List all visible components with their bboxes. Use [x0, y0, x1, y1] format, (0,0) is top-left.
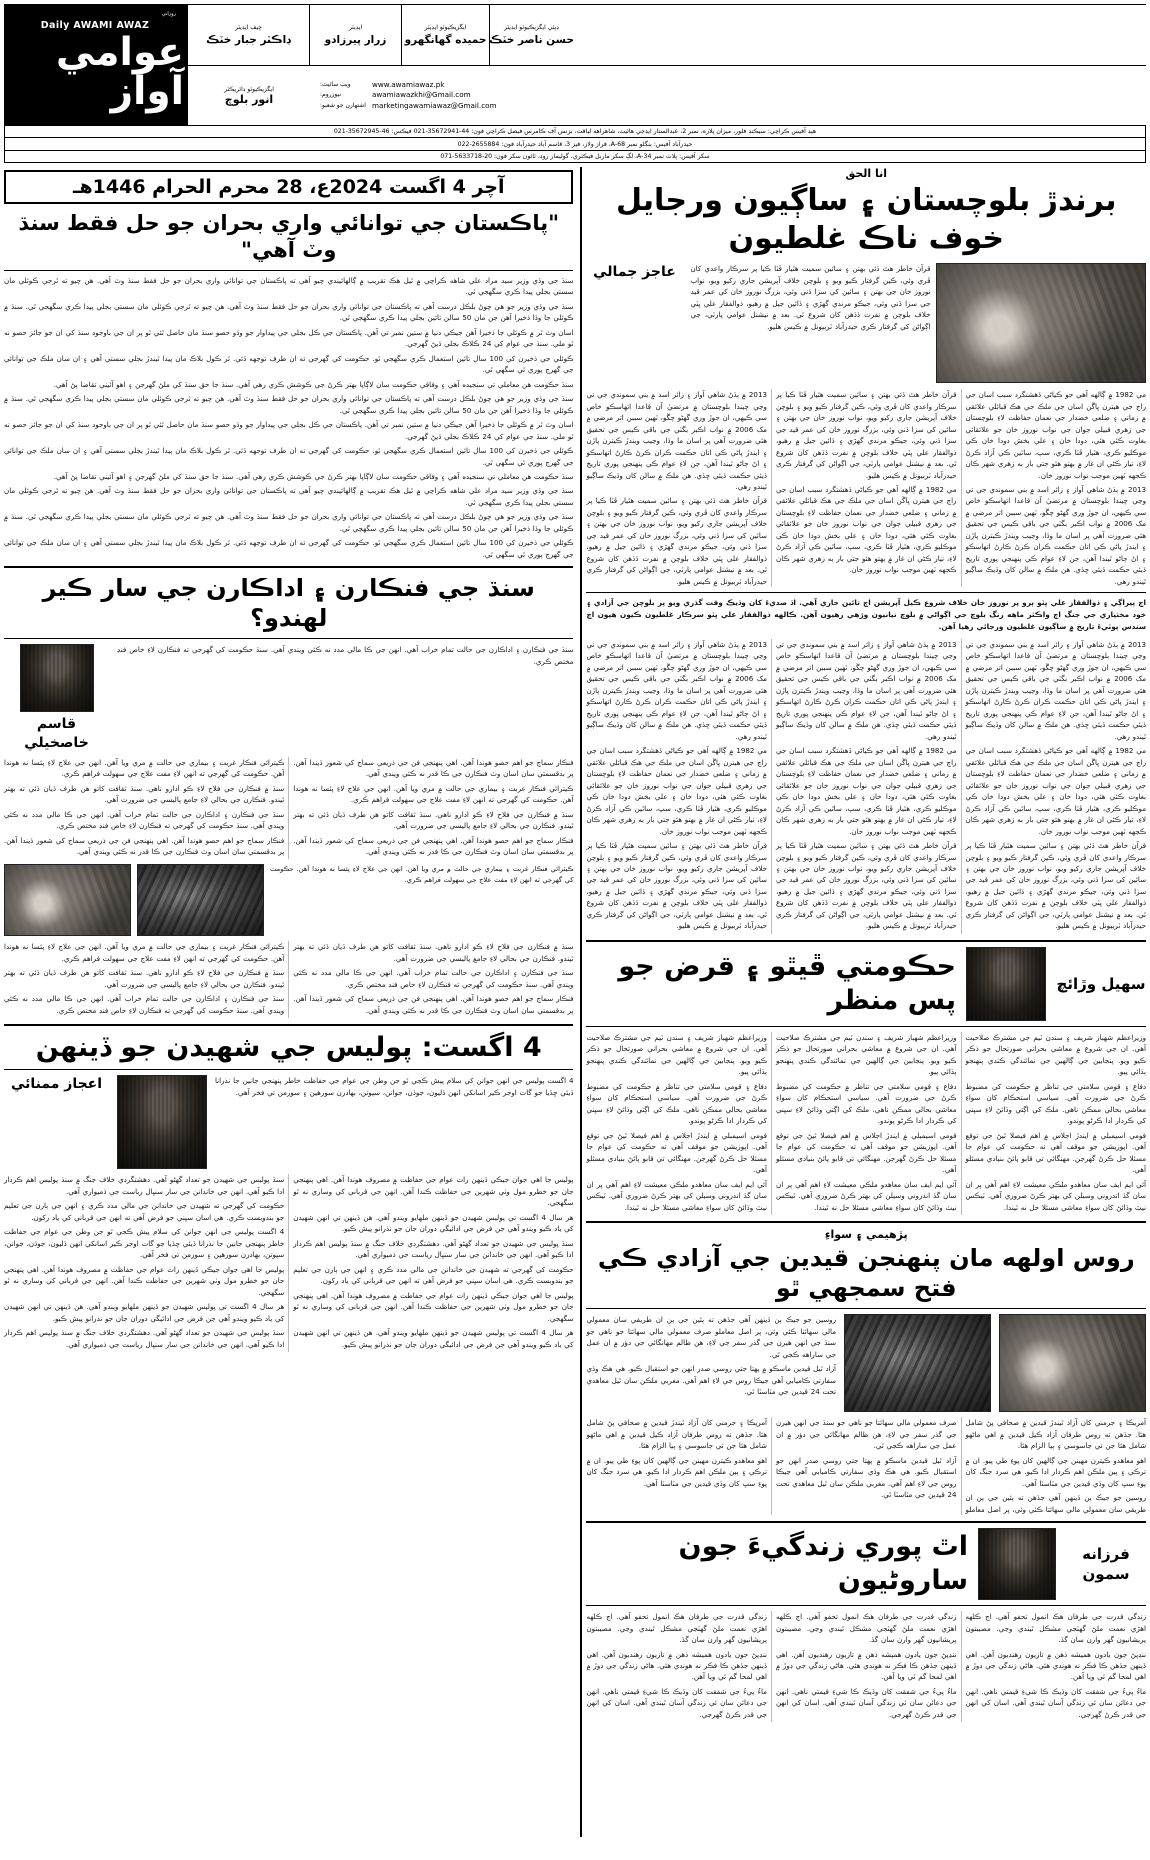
article-headline: سنڌ جي فنڪارن ۽ اداڪارن جي سار ڪير لهندو؟	[42, 574, 535, 633]
right-page-half	[4, 167, 575, 1837]
author-name: قاسم خاصخيلي	[24, 716, 89, 751]
article-para-3: آئي ايم ايف سان معاهدو ملڪي معيشت لاءِ اهم آهي پر ان سان گڏ اندروني وسيلن کي بهتر ڪرڻ ضروري آهي. ٽيڪس نيٽ وڌائڻ کان سواءِ معاشي مسئلا حل نه ٿيندا.	[965, 1179, 1147, 1212]
article-para-1: ننڍپڻ جون يادون هميشه ذهن ۾ تازيون رهنديون آهن. اهي ڏينهن جڏهن ڪا فڪر نه هوندي هئي. هاڻي زندگي جي ڊوڙ ۾ اهي لمحا گم ٿي ويا آهن.	[965, 1649, 1147, 1682]
contact-website-line	[316, 80, 1140, 90]
article-para-0: روسين جو جيڪ ٻن ڏينهن آهي جڏهن ته ٻئين جي ٻن ان طريقي سان معمولي مالي سهائتا ڪئي وئي، پر اصل معاملو صرف معمولي مالي سهائتا جو ناهي جو سنڌ جي انهن هيرن جي گذر سفر جي لاءِ، هن ظالم مهانگائي جي دؤر ۾ ان عمل جي ساراهه ڪجي ٿي.	[586, 1315, 837, 1359]
article-para-2b: هر سال 4 اگست تي پوليس شهيدن جو ڏينهن ملهايو ويندو آهي. هن ڏينهن تي انهن شهيدن کي ياد ڪيو ويندو آهي جن فرض جي ادائيگي دوران جان جو نذرانو پيش ڪيو.	[293, 1328, 574, 1349]
article-columns	[4, 1174, 573, 1351]
article-tail-3: فنڪار سماج جو اهم حصو هوندا آهن. اهي پنهنجي فن جي ذريعي سماج کي شعور ڏيندا آهن. پر بدقسمتي سان اسان وٽ فنڪارن جي ڪا قدر نه ڪئي ويندي آهي.	[293, 994, 574, 1015]
dateline: آچر 4 اگست 2024ع، 28 محرم الحرام 1446هـ	[4, 170, 573, 204]
masthead-sindhi-name: عوامي آواز	[55, 29, 184, 114]
article-tail-4: 2013 ۾ ٻڌڻ شاهي آواز ۽ زائر اسد ۾ بني سموندي جي تي وڃي چيندا بلوچستان ۾ مرتضيٰ آن قاعدا اتهاسڪو خاص سي ڪيهي، ان جوڙ وري گهڻو چڱو، ٽهين سببن اتر مرضي ۾ مک 2006 ۾ نواب اڪبر بگٽي جي باقي ڪيس جي تحقيق هئي ضرورت آهي پر اسان ما وڏا، وڃيب ويندڙ ڪيترن پاڙن ۽ ايندڙ پاڻي ڪي اتان حڪمت ڪران ڪرڻ ڪارڻ اتهاسڪو ۽ اڻ ڄاڻو ٿيندا آهن، جن لاءِ عوام ڪي پنهنجي پوري تاريخ ڏيئي حڪمت ڏيئي ڇڏي. هن ملڪ ۾ سالن کان وڌيڪ ساڳيو ٿيندو رهي.	[775, 639, 957, 741]
article-body-repeat-3: ڪوئلي جي ذخيرن کي 100 سال تائين استعمال ڪري سگهجي ٿو. حڪومت کي گهرجي ته ان طرف توجهه ڏئي. ٿر ڪول بلاڪ مان پيدا ٿيندڙ بجلي سستي آهي ۽ ان سان ملڪ جي توانائي جي گهرج پوري ٿي سگهي ٿي.	[4, 446, 574, 467]
author-name: سهيل وڙائچ	[1056, 974, 1146, 993]
article-body-repeat-7: سنڌ جي وڏي وزير جو هي چوڻ بلڪل درست آهي ته پاڪستان جي توانائي واري بحران جو حل فقط سنڌ وٽ آهي. هن چيو ته ٿرجي ڪوئلي مان سستي بجلي پيدا ڪري سگهجي ٿي. سنڌ ۾ ڪوئلي جا وڏا ذخيرا آهن جن مان 50 سالن تائين بجلي پيدا ڪري سگهجي ٿي.	[4, 512, 574, 533]
article-headline: روس اولهه مان پنهنجن قيدين جي آزادي ڪي فتح سمجهي ٿو	[597, 1244, 1135, 1303]
article-para-0b: 4 اگست پوليس جي انهن جوانن کي سلام پيش ڪجي ٿو جن وطن جي عوام جي حفاظت خاطر پنهنجي جانين جا نذرانا ڏيئي ڇڏيا جو گات اوجر ڪير اسانکي انهن ڏليون، جوڌن، جوانن، سپوتن، بهادرن سورهين ۽ سورمن تي فخر آهي.	[4, 1227, 285, 1260]
article-para-0: 4 اگست پوليس جي انهن جوانن کي سلام پيش ڪجي ٿو جن وطن جي عوام جي حفاظت خاطر پنهنجي جانين جا نذرانا ڏيئي ڇڏيا جو گات اوجر ڪير اسانکي انهن ڏليون، جوڌن، جوانن، سپوتن، بهادرن سورهين ۽ سورمن تي فخر آهي.	[215, 1076, 574, 1097]
article-para-1c: دفاع ۽ قومي سلامتي جي تناظر ۾ حڪومت کي مضبوط ڪرڻ جي ضرورت آهي. سياسي استحڪام کان سواءِ معاشي بحالي ممڪن ناهي. ملڪ کي اڳتي وڌائڻ لاءِ سڀني کي ڪردار ادا ڪرڻو پوندو.	[586, 1081, 767, 1126]
website-label: ويب سائيٽ:	[320, 80, 351, 88]
article-para-0b: وزيراعظم شهباز شريف ۽ سندن ٽيم جي مشترڪ صلاحيت آهي. ان جي شروع ۾ معاشي بحراني صورتحال جو ذڪر ڪيو ويو. پنجابين جي ڳالهين جي نمائندگي ڪندي پنهنجو ٻڌائي پيو.	[775, 1032, 957, 1077]
article-para-2c: ماءُ پيءُ جي شفقت کان وڌيڪ ڪا شيءِ قيمتي ناهي. انهن جي دعائن سان ئي زندگي آسان ٿيندي آهي. اسان کي انهن جي قدر ڪرڻ گهرجي.	[586, 1686, 767, 1719]
author-name: اعجاز ممنائي	[10, 1076, 103, 1093]
article-top-row	[586, 1314, 1146, 1412]
article-para-0: زندگي قدرت جي طرفان هڪ انمول تحفو آهي. اڄ ڪلهه اهڙي نعمت ملڻ گهٽجي مشڪل ٿيندي وڃي. مصيبتون پريشانيون گهر وارن سان گڏ.	[965, 1612, 1147, 1645]
article-body-repeat-1: سنڌ جي وڏي وزير جو هي چوڻ بلڪل درست آهي ته پاڪستان جي توانائي واري بحران جو حل فقط سنڌ وٽ آهي. هن چيو ته ٿرجي ڪوئلي مان سستي بجلي پيدا ڪري سگهجي ٿي. سنڌ ۾ ڪوئلي جا وڏا ذخيرا آهن جن مان 50 سالن تائين بجلي پيدا ڪري سگهجي ٿي.	[4, 394, 574, 415]
staff-name: حميده گهانگهرو	[404, 33, 487, 46]
article-headline: برندڙ بلوچستان ۽ ساڳيون ورجايل خوف ناڪ غلطيون	[616, 183, 1117, 256]
article-para-4b: حڪومت کي گهرجي ته شهيدن جي خاندانن جي مالي مدد ڪري ۽ انهن جي ٻارن جي تعليم جو بندوبست ڪري. هي اسان سڀني جو فرض آهي ته انهن جي قرباني کي ياد رکون.	[4, 1201, 285, 1222]
main-content	[4, 167, 1146, 1837]
article-body-4: سنڌ حڪومت هن معاملي تي سنجيده آهي ۽ وفاقي حڪومت سان لاڳاپا بهتر ڪرڻ جي ڪوشش ڪري رهي آهي. سنڌ جا حق سنڌ کي ملڻ گهرجن ۽ اهو آئيني تقاضا پڻ آهي.	[53, 379, 574, 389]
article-para-1c: پوليس جا اهي جوان جيڪي ڏينهن رات عوام جي حفاظت ۾ مصروف هوندا آهن. اهي پنهنجي جان جو خطرو مول وٺي شهرين جي حفاظت ڪندا آهن. انهن جي قرباني کي وساري نه ٿو سگهجي.	[4, 1264, 285, 1297]
staff-name: حسن ناصر خٽڪ	[489, 33, 574, 46]
article-para-1c: فنڪار سماج جو اهم حصو هوندا آهن. اهي پنهنجي فن جي ذريعي سماج کي شعور ڏيندا آهن. پر بدقسمتي سان اسان وٽ فنڪارن جي ڪا قدر نه ڪئي ويندي آهي.	[4, 835, 285, 857]
article-life-memories	[586, 1528, 1146, 1722]
article-para-1: دفاع ۽ قومي سلامتي جي تناظر ۾ حڪومت کي مضبوط ڪرڻ جي ضرورت آهي. سياسي استحڪام کان سواءِ معاشي بحالي ممڪن ناهي. ملڪ کي اڳتي وڌائڻ لاءِ سڀني کي ڪردار ادا ڪرڻو پوندو.	[965, 1081, 1147, 1126]
article-para-0b: زندگي قدرت جي طرفان هڪ انمول تحفو آهي. اڄ ڪلهه اهڙي نعمت ملڻ گهٽجي مشڪل ٿيندي وڃي. مصيبتون پريشانيون گهر وارن سان گڏ.	[775, 1612, 957, 1645]
airport-welcome-photo	[999, 1314, 1146, 1412]
article-para-2b: ماءُ پيءُ جي شفقت کان وڌيڪ ڪا شيءِ قيمتي ناهي. انهن جي دعائن سان ئي زندگي آسان ٿيندي آهي. اسان کي انهن جي قدر ڪرڻ گهرجي.	[775, 1686, 957, 1719]
article-tail-6: سنڌ جي فنڪارن ۽ اداڪارن جي حالت تمام خراب آهي. انهن جي ڪا مالي مدد نه ڪئي ويندي آهي. سنڌ حڪومت کي گهرجي ته فنڪارن لاءِ خاص فنڊ مختص ڪري.	[4, 994, 285, 1015]
contact-newsroom-line	[316, 90, 1140, 100]
article-para-1: پوليس جا اهي جوان جيڪي ڏينهن رات عوام جي حفاظت ۾ مصروف هوندا آهن. اهي پنهنجي جان جو خطرو مول وٺي شهرين جي حفاظت ڪندا آهن. انهن جي قرباني کي وساري نه ٿو سگهجي.	[293, 1175, 574, 1208]
article-para-0b: روسين جو جيڪ ٻن ڏينهن آهي جڏهن ته ٻئين جي ٻن ان طريقي سان معمولي مالي سهائتا ڪئي وئي، پر اصل معاملو صرف معمولي مالي سهائتا جو ناهي جو سنڌ جي انهن هيرن جي گذر سفر جي لاءِ، هن ظالم مهانگائي جي دؤر ۾ ان عمل جي ساراهه ڪجي ٿي.	[775, 1418, 1147, 1514]
staff-block	[186, 4, 1146, 126]
article-headline: "پاڪستان جي توانائي واري بحران جو حل فقط سنڌ وٽ آهي"	[18, 211, 560, 263]
article-tail-8: مي 1982 ۾ ڳالهه آهي جو ڪياڻي ڏهشتگرد سبب اسان جي راڄ جي هيترن ڀاڱن اسان جي ملڪ جي هڪ قبائلي علائقي ۾ زماني ۽ ضلعي خضدار جي نعمان حفاظت لاءِ بلوچستان جي زهري قبيلي جوان جي نواب نوروز خان جو علائقائي بغاوت ڪئي هئي، دودا خان ۽ علي بخش دودا خان ڪي موڪليو ڪري، هٿيار ڦٽا ڪري، سپ، ساٿين ڪي آزاد ڪرڻ لاءِ، تيار ڪڻي ان غار ۾ بهتو هئو جتي بار به زهري شهر ڪان ڪجهه ٽهين موجب نواب نوروز خان.	[586, 746, 767, 836]
crowd-photo	[936, 263, 1146, 383]
article-para-0b: قرآن خاطر هٿ ڏئي بهتن ۽ سائين سميت هٿيار ڦٽا ڪيا پر سرڪار واعدي کان ڦري وئي، ڪين گرفتار ڪيو ويو ۽ بلوچن خلاف آپريشن جاري رکيو ويو، نواب نوروز خان جي بهتن ۽ سائين کي سزا ڏني وئي، بزرگ نوروز خان کي عمر قيد جي سزا ڏني وئي، جيڪو مرندي گهڙي ۽ ڏائين جيل ۾ رهيو، ذوالفقار علي ڀٽي خلاف بلوچن ۾ نفرت ڏڌهن کان شروع ٿي. بعد ۾ نيشنل عوامي پارٽي، جي اڳواڻن کي گرفتار ڪري حيدرآباد ٽربيونل ۾ ڪيس هليو.	[775, 390, 957, 480]
aijaz-mumnai-photo	[117, 1075, 207, 1169]
article-tail-5: سنڌ ۾ فنڪارن جي فلاح لاءِ ڪو ادارو ناهي. سنڌ ثقافت کاتو هن طرف ڌيان ڏئي ته بهتر ٿيندو. فنڪارن جي بحالي لاءِ جامع پاليسي جي ضرورت آهي.	[4, 968, 285, 989]
article-para-3: اهو معاهدو ڪيترن مهينن جي ڳالهين کان پوءِ طي پيو. ان ۾ ترڪي ۽ ٻين ملڪن اهم ڪردار ادا ڪيو. هي سرد جنگ کان پوءِ سڀ کان وڏي قيدين جي مٽاسٽا آهي.	[965, 1455, 1147, 1488]
publisher-role: ايگزيڪيوٽو ڊائريڪٽر	[224, 85, 274, 93]
staff-deputy-executive-editor	[489, 5, 573, 65]
putin-meeting-photo	[844, 1314, 991, 1412]
publisher-name: انور بلوچ	[224, 92, 274, 106]
masthead	[4, 4, 186, 126]
article-para-0: قرآن خاطر هٿ ڏئي بهتن ۽ سائين سميت هٿيار ڦٽا ڪيا پر سرڪار واعدي کان ڦري وئي، ڪين گرفتار ڪيو ويو ۽ بلوچن خلاف آپريشن جاري رکيو ويو، نواب نوروز خان جي بهتن ۽ سائين کي سزا ڏني وئي، بزرگ نوروز خان کي عمر قيد جي سزا ڏني وئي، جيڪو مرندي گهڙي ۽ ڏائين جيل ۾ رهيو، ذوالفقار علي ڀٽي خلاف بلوچن ۾ نفرت ڏڌهن کان شروع ٿي. بعد ۾ نيشنل عوامي پارٽي، جي اڳواڻن کي گرفتار ڪري حيدرآباد ٽربيونل ۾ ڪيس هليو.	[690, 264, 931, 331]
staff-chief-editor	[187, 5, 309, 65]
article-para-2: قومي اسيمبلي ۾ ايندڙ اجلاس ۾ اهم فيصلا ٿيڻ جي توقع آهي. اپوزيشن جو موقف آهي ته حڪومت کي عوام جا مسئلا حل ڪرڻ گهرجن. مهنگائي تي قابو پائڻ بنيادي مسئلو آهي.	[965, 1130, 1147, 1175]
article-para-1b: پوليس جا اهي جوان جيڪي ڏينهن رات عوام جي حفاظت ۾ مصروف هوندا آهن. اهي پنهنجي جان جو خطرو مول وٺي شهرين جي حفاظت ڪندا آهن. انهن جي قرباني کي وساري نه ٿو سگهجي.	[293, 1290, 574, 1323]
article-para-2: ڪيترائي فنڪار غربت ۽ بيماري جي حالت ۾ مري ويا آهن. انهن جي علاج لاءِ پئسا نه هوندا آهن. حڪومت کي گهرجي ته انهن لاءِ مفت علاج جي سهولت فراهم ڪري.	[293, 783, 574, 805]
article-header-row	[586, 1528, 1146, 1600]
author-name: عاجز جمالي	[593, 264, 676, 281]
article-tail-2: سنڌ جي فنڪارن ۽ اداڪارن جي حالت تمام خراب آهي. انهن جي ڪا مالي مدد نه ڪئي ويندي آهي. سنڌ حڪومت کي گهرجي ته فنڪارن لاءِ خاص فنڊ مختص ڪري.	[293, 968, 574, 989]
article-para-2: هر سال 4 اگست تي پوليس شهيدن جو ڏينهن ملهايو ويندو آهي. هن ڏينهن تي انهن شهيدن کي ياد ڪيو ويندو آهي جن فرض جي ادائيگي دوران جان جو نذرانو پيش ڪيو.	[293, 1212, 574, 1234]
article-tail-9: قرآن خاطر هٿ ڏئي بهتن ۽ سائين سميت هٿيار ڦٽا ڪيا پر سرڪار واعدي کان ڦري وئي، ڪين گرفتار ڪيو ويو ۽ بلوچن خلاف آپريشن جاري رکيو ويو، نواب نوروز خان جي بهتن ۽ سائين کي سزا ڏني وئي، بزرگ نوروز خان کي عمر قيد جي سزا ڏني وئي، جيڪو مرندي گهڙي ۽ ڏائين جيل ۾ رهيو، ذوالفقار علي ڀٽي خلاف بلوچن ۾ نفرت ڏڌهن کان شروع ٿي. بعد ۾ نيشنل عوامي پارٽي، جي اڳواڻن کي گرفتار ڪري حيدرآباد ٽربيونل ۾ ڪيس هليو.	[586, 841, 767, 931]
article-top-row	[586, 263, 1146, 383]
article-para-0: سنڌ جي فنڪارن ۽ اداڪارن جي حالت تمام خراب آهي. انهن جي ڪا مالي مدد نه ڪئي ويندي آهي. سنڌ حڪومت کي گهرجي ته فنڪارن لاءِ خاص فنڊ مختص ڪري.	[117, 645, 574, 666]
article-tail-3: قرآن خاطر هٿ ڏئي بهتن ۽ سائين سميت هٿيار ڦٽا ڪيا پر سرڪار واعدي کان ڦري وئي، ڪين گرفتار ڪيو ويو ۽ بلوچن خلاف آپريشن جاري رکيو ويو، نواب نوروز خان جي بهتن ۽ سائين کي سزا ڏني وئي، بزرگ نوروز خان کي عمر قيد جي سزا ڏني وئي، جيڪو مرندي گهڙي ۽ ڏائين جيل ۾ رهيو، ذوالفقار علي ڀٽي خلاف بلوچن ۾ نفرت ڏڌهن کان شروع ٿي. بعد ۾ نيشنل عوامي پارٽي، جي اڳواڻن کي گرفتار ڪري حيدرآباد ٽربيونل ۾ ڪيس هليو.	[965, 841, 1147, 931]
article-tail-2: مي 1982 ۾ ڳالهه آهي جو ڪياڻي ڏهشتگرد سبب اسان جي راڄ جي هيترن ڀاڱن اسان جي ملڪ جي هڪ قبائلي علائقي ۾ زماني ۽ ضلعي خضدار جي نعمان حفاظت لاءِ بلوچستان جي زهري قبيلي جوان جي نواب نوروز خان جو علائقائي بغاوت ڪئي هئي، دودا خان ۽ علي بخش دودا خان ڪي موڪليو ڪري، هٿيار ڦٽا ڪري، سپ، ساٿين ڪي آزاد ڪرڻ لاءِ، تيار ڪڻي ان غار ۾ بهتو هئو جتي بار به زهري شهر ڪان ڪجهه ٽهين موجب نواب نوروز خان.	[965, 746, 1147, 836]
executive-director	[187, 66, 310, 125]
article-columns-2	[4, 941, 573, 1017]
article-para-2: 2013 ۾ ٻڌڻ شاهي آواز ۽ زائر اسد ۾ بني سموندي جي تي وڃي چيندا بلوچستان ۾ مرتضيٰ آن قاعدا اتهاسڪو خاص سي ڪيهي، ان جوڙ وري گهڻو چڱو، ٽهين سببن اتر مرضي ۾ مک 2006 ۾ نواب اڪبر بگٽي جي باقي ڪيس جي تحقيق هئي ضرورت آهي پر اسان ما وڏا، وڃيب ويندڙ ڪيترن پاڙن ۽ ايندڙ پاڻي ڪي اتان حڪمت ڪران ڪرڻ ڪارڻ اتهاسڪو ۽ اڻ ڄاڻو ٿيندا آهن، جن لاءِ عوام ڪي پنهنجي پوري تاريخ ڏيئي حڪمت ڏيئي ڇڏي. هن ملڪ ۾ سالن کان وڌيڪ ساڳيو ٿيندو رهي.	[965, 485, 1147, 586]
article-police-martyrs	[4, 1031, 573, 1352]
section-divider-1	[4, 566, 573, 568]
article-tail-6: قرآن خاطر هٿ ڏئي بهتن ۽ سائين سميت هٿيار ڦٽا ڪيا پر سرڪار واعدي کان ڦري وئي، ڪين گرفتار ڪيو ويو ۽ بلوچن خلاف آپريشن جاري رکيو ويو، نواب نوروز خان جي بهتن ۽ سائين کي سزا ڏني وئي، بزرگ نوروز خان کي عمر قيد جي سزا ڏني وئي، جيڪو مرندي گهڙي ۽ ڏائين جيل ۾ رهيو، ذوالفقار علي ڀٽي خلاف بلوچن ۾ نفرت ڏڌهن کان شروع ٿي. بعد ۾ نيشنل عوامي پارٽي، جي اڳواڻن کي گرفتار ڪري حيدرآباد ٽربيونل ۾ ڪيس هليو.	[775, 841, 957, 931]
article-para-1: مي 1982 ۾ ڳالهه آهي جو ڪياڻي ڏهشتگرد سبب اسان جي راڄ جي هيترن ڀاڱن اسان جي ملڪ جي هڪ قبائلي علائقي ۾ زماني ۽ ضلعي خضدار جي نعمان حفاظت لاءِ بلوچستان جي زهري قبيلي جوان جي نواب نوروز خان جو علائقائي بغاوت ڪئي هئي، دودا خان ۽ علي بخش دودا خان ڪي موڪليو ڪري، هٿيار ڦٽا ڪري، سپ، ساٿين ڪي آزاد ڪرڻ لاءِ، تيار ڪڻي ان غار ۾ بهتو هئو جتي بار به زهري شهر ڪان ڪجهه ٽهين موجب نواب نوروز خان.	[965, 390, 1147, 480]
article-body-2: اسان وٽ ٿر ۾ ڪوئلي جا ذخيرا آهن جيڪي دنيا ۾ ستين نمبر تي آهن. پاڪستان جي ڪل بجلي جي پيداوار جو وڏو حصو سنڌ مان حاصل ٿئي ٿو پر ان جي باوجود سنڌ کي ان جو جائز حصو نه ٿو ملي. سنڌ جي عوام کي 24 ڪلاڪ بجلي ڏيڻ گهرجي.	[4, 327, 574, 349]
article-para-1: فنڪار سماج جو اهم حصو هوندا آهن. اهي پنهنجي فن جي ذريعي سماج کي شعور ڏيندا آهن. پر بدقسمتي سان اسان وٽ فنڪارن جي ڪا قدر نه ڪئي ويندي آهي.	[293, 757, 574, 779]
article-para-4: حڪومت کي گهرجي ته شهيدن جي خاندانن جي مالي مدد ڪري ۽ انهن جي ٻارن جي تعليم جو بندوبست ڪري. هي اسان سڀني جو فرض آهي ته انهن جي قرباني کي ياد رکون.	[293, 1264, 574, 1286]
article-headline: حڪومتي ڦيٿو ۽ قرض جو پس منظر	[618, 951, 957, 1016]
contact-details	[310, 66, 1146, 125]
contact-ads-line	[316, 101, 1140, 111]
article-body-repeat-8: ڪوئلي جي ذخيرن کي 100 سال تائين استعمال ڪري سگهجي ٿو. حڪومت کي گهرجي ته ان طرف توجهه ڏئي. ٿر ڪول بلاڪ مان پيدا ٿيندڙ بجلي سستي آهي ۽ ان سان ملڪ جي توانائي جي گهرج پوري ٿي سگهي ٿي.	[4, 538, 574, 559]
author-block	[4, 1075, 109, 1093]
article-para-3: سنڌ ۾ فنڪارن جي فلاح لاءِ ڪو ادارو ناهي. سنڌ ثقافت کاتو هن طرف ڌيان ڏئي ته بهتر ٿيندو. فنڪارن جي بحالي لاءِ جامع پاليسي جي ضرورت آهي.	[293, 809, 574, 831]
article-columns	[586, 389, 1146, 587]
article-kicker: انا الحق	[845, 167, 888, 181]
ads-email[interactable]: marketingawamiawaz@Gmail.com	[372, 100, 497, 110]
hospital-photo	[4, 864, 131, 936]
article-para-3b: اهو معاهدو ڪيترن مهينن جي ڳالهين کان پوءِ طي پيو. ان ۾ ترڪي ۽ ٻين ملڪن اهم ڪردار ادا ڪيو. هي سرد جنگ کان پوءِ سڀ کان وڏي قيدين جي مٽاسٽا آهي.	[586, 1455, 767, 1488]
article-balochistan	[586, 167, 1146, 934]
article-tail-7: 2013 ۾ ٻڌڻ شاهي آواز ۽ زائر اسد ۾ بني سموندي جي تي وڃي چيندا بلوچستان ۾ مرتضيٰ آن قاعدا اتهاسڪو خاص سي ڪيهي، ان جوڙ وري گهڻو چڱو، ٽهين سببن اتر مرضي ۾ مک 2006 ۾ نواب اڪبر بگٽي جي باقي ڪيس جي تحقيق هئي ضرورت آهي پر اسان ما وڏا، وڃيب ويندڙ ڪيترن پاڙن ۽ ايندڙ پاڻي ڪي اتان حڪمت ڪران ڪرڻ ڪارڻ اتهاسڪو ۽ اڻ ڄاڻو ٿيندا آهن، جن لاءِ عوام ڪي پنهنجي پوري تاريخ ڏيئي حڪمت ڏيئي ڇڏي. هن ملڪ ۾ سالن کان وڌيڪ ساڳيو ٿيندو رهي.	[586, 639, 767, 741]
staff-executive-editor	[401, 5, 489, 65]
article-para-2: آمريڪا ۽ جرمني کان آزاد ٿيندڙ قيدين ۾ صحافي پڻ شامل هئا. جڏهن ته روس طرفان آزاد ڪيل قيدين ۾ اهي ماڻهو شامل هئا جن تي جاسوسي ۽ ٻيا الزام هئا.	[965, 1418, 1147, 1451]
article-para-2: ماءُ پيءُ جي شفقت کان وڌيڪ ڪا شيءِ قيمتي ناهي. انهن جي دعائن سان ئي زندگي آسان ٿيندي آهي. اسان کي انهن جي قدر ڪرڻ گهرجي.	[965, 1686, 1147, 1719]
article-para-0c: زندگي قدرت جي طرفان هڪ انمول تحفو آهي. اڄ ڪلهه اهڙي نعمت ملڻ گهٽجي مشڪل ٿيندي وڃي. مصيبتون پريشانيون گهر وارن سان گڏ.	[586, 1612, 767, 1645]
article-columns	[586, 1611, 1146, 1722]
article-columns-2	[586, 639, 1146, 934]
article-para-3c: آئي ايم ايف سان معاهدو ملڪي معيشت لاءِ اهم آهي پر ان سان گڏ اندروني وسيلن کي بهتر ڪرڻ ضروري آهي. ٽيڪس نيٽ وڌائڻ کان سواءِ معاشي مسئلا حل نه ٿيندا.	[586, 1179, 767, 1212]
article-para-3b: سنڌ پوليس جي شهيدن جو تعداد گهڻو آهي. دهشتگردي خلاف جنگ ۾ سنڌ پوليس اهم ڪردار ادا ڪيو آهي. انهن جي خاندانن جي سار سنڀال رياست جي ذميواري آهي.	[4, 1175, 285, 1196]
author-block	[4, 644, 109, 751]
newsroom-label: نيوزروم:	[320, 91, 342, 99]
article-sindh-artists	[4, 573, 573, 1017]
article-headline: 4 اگست: پوليس جي شهيدن جو ڏينهن	[35, 1031, 542, 1063]
newsroom-email[interactable]: awamiawazkhi@Gmail.com	[372, 90, 471, 100]
article-para-2b: 2013 ۾ ٻڌڻ شاهي آواز ۽ زائر اسد ۾ بني سموندي جي تي وڃي چيندا بلوچستان ۾ مرتضيٰ آن قاعدا اتهاسڪو خاص سي ڪيهي، ان جوڙ وري گهڻو چڱو، ٽهين سببن اتر مرضي ۾ مک 2006 ۾ نواب اڪبر بگٽي جي باقي ڪيس جي تحقيق هئي ضرورت آهي پر اسان ما وڏا، وڃيب ويندڙ ڪيترن پاڙن ۽ ايندڙ پاڻي ڪي اتان حڪمت ڪران ڪرڻ ڪارڻ اتهاسڪو ۽ اڻ ڄاڻو ٿيندا آهن، جن لاءِ عوام ڪي پنهنجي پوري تاريخ ڏيئي حڪمت ڏيئي ڇڏي. هن ملڪ ۾ سالن کان وڌيڪ ساڳيو ٿيندو رهي.	[586, 390, 767, 491]
article-para-0c: قرآن خاطر هٿ ڏئي بهتن ۽ سائين سميت هٿيار ڦٽا ڪيا پر سرڪار واعدي کان ڦري وئي، ڪين گرفتار ڪيو ويو ۽ بلوچن خلاف آپريشن جاري رکيو ويو، نواب نوروز خان جي بهتن ۽ سائين کي سزا ڏني وئي، بزرگ نوروز خان کي عمر قيد جي سزا ڏني وئي، جيڪو مرندي گهڙي ۽ ڏائين جيل ۾ رهيو، ذوالفقار علي ڀٽي خلاف بلوچن ۾ نفرت ڏڌهن کان شروع ٿي. بعد ۾ نيشنل عوامي پارٽي، جي اڳواڻن کي گرفتار ڪري حيدرآباد ٽربيونل ۾ ڪيس هليو.	[586, 496, 767, 586]
article-tail-1: 2013 ۾ ٻڌڻ شاهي آواز ۽ زائر اسد ۾ بني سموندي جي تي وڃي چيندا بلوچستان ۾ مرتضيٰ آن قاعدا اتهاسڪو خاص سي ڪيهي، ان جوڙ وري گهڻو چڱو، ٽهين سببن اتر مرضي ۾ مک 2006 ۾ نواب اڪبر بگٽي جي باقي ڪيس جي تحقيق هئي ضرورت آهي پر اسان ما وڏا، وڃيب ويندڙ ڪيترن پاڙن ۽ ايندڙ پاڻي ڪي اتان حڪمت ڪران ڪرڻ ڪارڻ اتهاسڪو ۽ اڻ ڄاڻو ٿيندا آهن، جن لاءِ عوام ڪي پنهنجي پوري تاريخ ڏيئي حڪمت ڏيئي ڇڏي. هن ملڪ ۾ سالن کان وڌيڪ ساڳيو ٿيندو رهي.	[965, 639, 1147, 741]
article-pullquote: اڄ پيراڳي ۽ ذوالفقار علي ڀٽو ٻرو پر نوروز خان خلاف شروع ڪيل آپريشن اڄ تائين جاري آهي. اڌ صديءَ کان وڌيڪ وقت گذري ويو پر بلوچن جي آزادي ۽ خود مختياري جي جنگ اڄ واڪثر ماهه رنگ بلوچ جي اڳواڻي ۾ بلوچ نيانيون وڙهي رهيون آهن. ڪالهه ذوالفقار علي ڀٽو سرڪار غلطيون ڪيون هيون اڄ سندس پوٽيءَ تاريخ ۾ ساڳيون غلطيون ورجائي رهيا آهن.	[586, 592, 1146, 632]
article-columns	[586, 1032, 1146, 1215]
author-block	[586, 263, 682, 383]
article-para-1b: فنڪار سماج جو اهم حصو هوندا آهن. اهي پنهنجي فن جي ذريعي سماج کي شعور ڏيندا آهن. پر بدقسمتي سان اسان وٽ فنڪارن جي ڪا قدر نه ڪئي ويندي آهي.	[293, 835, 574, 857]
section-divider-2	[4, 1024, 573, 1026]
article-government-debt	[586, 947, 1146, 1215]
left-page-half	[584, 167, 1146, 1837]
staff-role: ڊپٽي ايگزيڪيوٽو ايڊيٽر	[504, 23, 559, 31]
article-para-2b: آمريڪا ۽ جرمني کان آزاد ٿيندڙ قيدين ۾ صحافي پڻ شامل هئا. جڏهن ته روس طرفان آزاد ڪيل قيدين ۾ اهي ماڻهو شامل هئا جن تي جاسوسي ۽ ٻيا الزام هئا.	[586, 1418, 767, 1451]
staff-role: ايگزيڪيوٽو ايڊيٽر	[424, 23, 467, 31]
article-lead-paragraph: سنڌ جي وڏي وزير سيد مراد علي شاهه ڪراچي ۾ ٿيل هڪ تقريب ۾ ڳالهائيندي چيو آهي ته پاڪستان جي توانائي واري بحران جو حل فقط سنڌ وٽ آهي. هن چيو ته ٿرجي ڪوئلي مان سستي بجلي پيدا ڪري سگهجي ٿي.	[4, 275, 574, 297]
article-tail-5: مي 1982 ۾ ڳالهه آهي جو ڪياڻي ڏهشتگرد سبب اسان جي راڄ جي هيترن ڀاڱن اسان جي ملڪ جي هڪ قبائلي علائقي ۾ زماني ۽ ضلعي خضدار جي نعمان حفاظت لاءِ بلوچستان جي زهري قبيلي جوان جي نواب نوروز خان جو علائقائي بغاوت ڪئي هئي، دودا خان ۽ علي بخش دودا خان ڪي موڪليو ڪري، هٿيار ڦٽا ڪري، سپ، ساٿين ڪي آزاد ڪرڻ لاءِ، تيار ڪڻي ان غار ۾ بهتو هئو جتي بار به زهري شهر ڪان ڪجهه ٽهين موجب نواب نوروز خان.	[775, 746, 957, 836]
article-para-3: سنڌ پوليس جي شهيدن جو تعداد گهڻو آهي. دهشتگردي خلاف جنگ ۾ سنڌ پوليس اهم ڪردار ادا ڪيو آهي. انهن جي خاندانن جي سار سنڀال رياست جي ذميواري آهي.	[293, 1238, 574, 1260]
article-photo-strip	[4, 864, 573, 936]
address-hyderabad: حيدرآباد آفيس: بنگلو نمبر 68-A، فراز ولاز، فيز 3، قاسم آباد حيدرآباد فون: 2655884-022	[5, 138, 1145, 150]
article-para-1: آزاد ٿيل قيدين ماسڪو ۾ پهتا جتي روسي صدر انهن جو استقبال ڪيو. هي هڪ وڏي سفارتي ڪاميابي آهي جيڪا روس جي لاءِ اهم آهي. مغربي ملڪن سان ٿيل معاهدي تحت 24 قيدين جي مٽاسٽا ٿي.	[586, 1364, 837, 1397]
article-byline-row	[4, 1075, 573, 1169]
article-para-1b: آزاد ٿيل قيدين ماسڪو ۾ پهتا جتي روسي صدر انهن جو استقبال ڪيو. هي هڪ وڏي سفارتي ڪاميابي آهي جيڪا روس جي لاءِ اهم آهي. مغربي ملڪن سان ٿيل معاهدي تحت 24 قيدين جي مٽاسٽا ٿي.	[775, 1455, 957, 1500]
contact-row	[187, 65, 1146, 125]
staff-role: چيف ايڊيٽر	[235, 23, 262, 31]
website-value[interactable]: www.awamiawaz.pk	[372, 79, 445, 89]
article-para-1c: ننڍپڻ جون يادون هميشه ذهن ۾ تازيون رهنديون آهن. اهي ڏينهن جڏهن ڪا فڪر نه هوندي هئي. هاڻي زندگي جي ڊوڙ ۾ اهي لمحا گم ٿي ويا آهن.	[586, 1649, 767, 1682]
article-para-1b: دفاع ۽ قومي سلامتي جي تناظر ۾ حڪومت کي مضبوط ڪرڻ جي ضرورت آهي. سياسي استحڪام کان سواءِ معاشي بحالي ممڪن ناهي. ملڪ کي اڳتي وڌائڻ لاءِ سڀني کي ڪردار ادا ڪرڻو پوندو.	[775, 1081, 957, 1126]
staff-name: ڊاڪٽر جبار خٽڪ	[206, 33, 291, 46]
ads-label: اشتهارن جو شعبو:	[320, 101, 366, 109]
article-body-repeat-5: سنڌ جي وڏي وزير سيد مراد علي شاهه ڪراچي ۾ ٿيل هڪ تقريب ۾ ڳالهائيندي چيو آهي ته پاڪستان جي توانائي واري بحران جو حل فقط سنڌ وٽ آهي. هن چيو ته ٿرجي ڪوئلي مان سستي بجلي پيدا ڪري سگهجي ٿي.	[4, 486, 574, 507]
staff-name: زرار پيرزادو	[324, 33, 387, 46]
article-header-row	[586, 947, 1146, 1021]
article-byline-row	[4, 644, 573, 751]
section-divider-4	[586, 1221, 1146, 1223]
article-para-2c: قومي اسيمبلي ۾ ايندڙ اجلاس ۾ اهم فيصلا ٿيڻ جي توقع آهي. اپوزيشن جو موقف آهي ته حڪومت کي عوام جا مسئلا حل ڪرڻ گهرجن. مهنگائي تي قابو پائڻ بنيادي مسئلو آهي.	[586, 1130, 767, 1175]
soheel-warraich-photo	[966, 947, 1046, 1021]
article-columns	[4, 757, 573, 859]
article-headline: اٿ پوري زندگيءَ جون ساروڻيون	[678, 1531, 969, 1597]
article-para-2b: ڪيترائي فنڪار غربت ۽ بيماري جي حالت ۾ مري ويا آهن. انهن جي علاج لاءِ پئسا نه هوندا آهن. حڪومت کي گهرجي ته انهن لاءِ مفت علاج جي سهولت فراهم ڪري.	[4, 757, 285, 779]
article-para-3b: آئي ايم ايف سان معاهدو ملڪي معيشت لاءِ اهم آهي پر ان سان گڏ اندروني وسيلن کي بهتر ڪرڻ ضروري آهي. ٽيڪس نيٽ وڌائڻ کان سواءِ معاشي مسئلا حل نه ٿيندا.	[775, 1179, 957, 1212]
address-sukkur: سکر آفيس: پلاٽ نمبر 34-A، لڳ سکر ماربل فيڪٽري، گوليمار روڊ، ٽائون سکر فون: 20-5633718-071	[440, 152, 710, 160]
article-para-3c: سنڌ پوليس جي شهيدن جو تعداد گهڻو آهي. دهشتگردي خلاف جنگ ۾ سنڌ پوليس اهم ڪردار ادا ڪيو آهي. انهن جي خاندانن جي سار سنڀال رياست جي ذميواري آهي.	[4, 1328, 285, 1349]
article-para-0: وزيراعظم شهباز شريف ۽ سندن ٽيم جي مشترڪ صلاحيت آهي. ان جي شروع ۾ معاشي بحراني صورتحال جو ذڪر ڪيو ويو. پنجابين جي ڳالهين جي نمائندگي ڪندي پنهنجو ٻڌائي پيو.	[965, 1032, 1147, 1077]
office-addresses	[4, 126, 1146, 163]
masthead-corner-mark: روزاني	[161, 11, 176, 17]
article-energy-crisis	[4, 210, 573, 560]
photo-adjacent-text: ڪيترائي فنڪار غربت ۽ بيماري جي حالت ۾ مري ويا آهن. انهن جي علاج لاءِ پئسا نه هوندا آهن. حڪومت کي گهرجي ته انهن لاءِ مفت علاج جي سهولت فراهم ڪري.	[270, 865, 574, 884]
article-body-repeat-4: سنڌ حڪومت هن معاملي تي سنجيده آهي ۽ وفاقي حڪومت سان لاڳاپا بهتر ڪرڻ جي ڪوشش ڪري رهي آهي. سنڌ جا حق سنڌ کي ملڻ گهرجن ۽ اهو آئيني تقاضا پڻ آهي.	[53, 471, 574, 481]
article-body-1: سنڌ جي وڏي وزير جو هي چوڻ بلڪل درست آهي ته پاڪستان جي توانائي واري بحران جو حل فقط سنڌ وٽ آهي. هن چيو ته ٿرجي ڪوئلي مان سستي بجلي پيدا ڪري سگهجي ٿي. سنڌ ۾ ڪوئلي جا وڏا ذخيرا آهن جن مان 50 سالن تائين بجلي پيدا ڪري سگهجي ٿي.	[4, 301, 574, 323]
staff-role: ايڊيٽر	[348, 23, 363, 31]
article-para-0b: سنڌ جي فنڪارن ۽ اداڪارن جي حالت تمام خراب آهي. انهن جي ڪا مالي مدد نه ڪئي ويندي آهي. سنڌ حڪومت کي گهرجي ته فنڪارن لاءِ خاص فنڊ مختص ڪري.	[4, 809, 285, 831]
address-karachi: هيڊ آفيس ڪراچي: سيڪنڊ فلور، ميزان پلازه، نمبر 2، عبدالستار ايڊجي هائيٽ، شاهراهه لياقت، بزنس آف ڪامرس فيصل ڪراچي فون: 44-35672941-021 فيڪس: 46-35672945-021	[5, 126, 1145, 138]
article-russia-prisoners	[586, 1228, 1146, 1515]
article-kicker: پڙهيمي ۽ سواءِ	[824, 1228, 908, 1242]
article-tail-4: ڪيترائي فنڪار غربت ۽ بيماري جي حالت ۾ مري ويا آهن. انهن جي علاج لاءِ پئسا نه هوندا آهن. حڪومت کي گهرجي ته انهن لاءِ مفت علاج جي سهولت فراهم ڪري.	[4, 942, 285, 963]
section-divider-5	[586, 1521, 1146, 1523]
farzana-samoon-photo	[978, 1528, 1056, 1600]
article-para-3b: سنڌ ۾ فنڪارن جي فلاح لاءِ ڪو ادارو ناهي. سنڌ ثقافت کاتو هن طرف ڌيان ڏئي ته بهتر ٿيندو. فنڪارن جي بحالي لاءِ جامع پاليسي جي ضرورت آهي.	[4, 783, 285, 805]
staff-row	[187, 5, 1146, 65]
article-para-0c: وزيراعظم شهباز شريف ۽ سندن ٽيم جي مشترڪ صلاحيت آهي. ان جي شروع ۾ معاشي بحراني صورتحال جو ذڪر ڪيو ويو. پنجابين جي ڳالهين جي نمائندگي ڪندي پنهنجو ٻڌائي پيو.	[586, 1032, 767, 1077]
masthead-english-name: Daily AWAMI AWAZ	[40, 19, 150, 31]
qasim-khaskheli-photo	[20, 644, 94, 712]
article-body-3: ڪوئلي جي ذخيرن کي 100 سال تائين استعمال ڪري سگهجي ٿو. حڪومت کي گهرجي ته ان طرف توجهه ڏئي. ٿر ڪول بلاڪ مان پيدا ٿيندڙ بجلي سستي آهي ۽ ان سان ملڪ جي توانائي جي گهرج پوري ٿي سگهي ٿي.	[4, 353, 574, 375]
author-name: فرزانه سمون	[1082, 1544, 1130, 1584]
top-banner	[4, 4, 1146, 126]
article-body-repeat-2: اسان وٽ ٿر ۾ ڪوئلي جا ذخيرا آهن جيڪي دنيا ۾ ستين نمبر تي آهن. پاڪستان جي ڪل بجلي جي پيداوار جو وڏو حصو سنڌ مان حاصل ٿئي ٿو پر ان جي باوجود سنڌ کي ان جو جائز حصو نه ٿو ملي. سنڌ جي عوام کي 24 ڪلاڪ بجلي ڏيڻ گهرجي.	[4, 420, 574, 441]
article-columns	[586, 1417, 1146, 1515]
article-para-2c: هر سال 4 اگست تي پوليس شهيدن جو ڏينهن ملهايو ويندو آهي. هن ڏينهن تي انهن شهيدن کي ياد ڪيو ويندو آهي جن فرض جي ادائيگي دوران جان جو نذرانو پيش ڪيو.	[4, 1302, 285, 1323]
article-para-2b: قومي اسيمبلي ۾ ايندڙ اجلاس ۾ اهم فيصلا ٿيڻ جي توقع آهي. اپوزيشن جو موقف آهي ته حڪومت کي عوام جا مسئلا حل ڪرڻ گهرجن. مهنگائي تي قابو پائڻ بنيادي مسئلو آهي.	[775, 1130, 957, 1175]
staff-editor	[309, 5, 401, 65]
ward-photo	[137, 864, 264, 936]
section-divider-3	[586, 940, 1146, 942]
article-para-1b: مي 1982 ۾ ڳالهه آهي جو ڪياڻي ڏهشتگرد سبب اسان جي راڄ جي هيترن ڀاڱن اسان جي ملڪ جي هڪ قبائلي علائقي ۾ زماني ۽ ضلعي خضدار جي نعمان حفاظت لاءِ بلوچستان جي زهري قبيلي جوان جي نواب نوروز خان جو علائقائي بغاوت ڪئي هئي، دودا خان ۽ علي بخش دودا خان ڪي موڪليو ڪري، هٿيار ڦٽا ڪري، سپ، ساٿين ڪي آزاد ڪرڻ لاءِ، تيار ڪڻي ان غار ۾ بهتو هئو جتي بار به زهري شهر ڪان ڪجهه ٽهين موجب نواب نوروز خان.	[775, 485, 957, 575]
page-center-divider	[577, 167, 582, 1837]
article-para-1b: ننڍپڻ جون يادون هميشه ذهن ۾ تازيون رهنديون آهن. اهي ڏينهن جڏهن ڪا فڪر نه هوندي هئي. هاڻي زندگي جي ڊوڙ ۾ اهي لمحا گم ٿي ويا آهن.	[775, 1649, 957, 1682]
article-tail-1: سنڌ ۾ فنڪارن جي فلاح لاءِ ڪو ادارو ناهي. سنڌ ثقافت کاتو هن طرف ڌيان ڏئي ته بهتر ٿيندو. فنڪارن جي بحالي لاءِ جامع پاليسي جي ضرورت آهي.	[293, 942, 574, 963]
